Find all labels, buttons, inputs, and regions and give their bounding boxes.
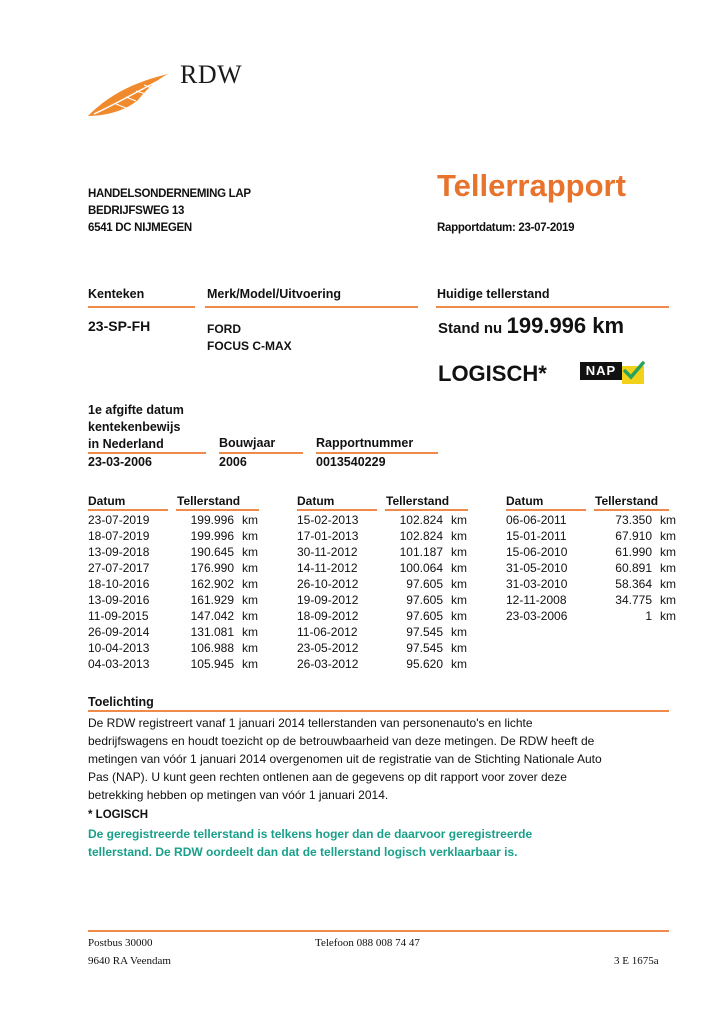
- company-street: BEDRIJFSWEG 13: [88, 205, 185, 217]
- company-city: 6541 DC NIJMEGEN: [88, 222, 192, 234]
- measurement-date: 04-03-2013: [88, 657, 150, 671]
- measurement-row: [88, 560, 258, 576]
- measurement-date: 18-09-2012: [297, 609, 359, 623]
- afgifte-value: 23-03-2006: [88, 455, 152, 469]
- measurement-unit: km: [451, 625, 467, 639]
- measurement-value: 106.988: [190, 641, 234, 655]
- measurement-unit: km: [242, 593, 258, 607]
- rule-col2-date: [297, 509, 377, 511]
- measurement-value: 97.605: [406, 593, 443, 607]
- toelichting-text: [88, 714, 602, 804]
- measurement-value: 162.902: [190, 577, 234, 591]
- measurement-row: [88, 624, 258, 640]
- measurement-row: [297, 512, 467, 528]
- measurements-col-1: [88, 512, 258, 672]
- kenteken-value: 23-SP-FH: [88, 318, 151, 334]
- measurement-value: 95.620: [406, 657, 443, 671]
- nap-check-icon: [580, 362, 646, 386]
- measurement-date: 15-02-2013: [297, 513, 359, 527]
- measurement-row: [88, 528, 258, 544]
- measurement-unit: km: [660, 513, 676, 527]
- logisch-line: tellerstand. De RDW oordeelt dan dat de tellerstand logisch verklaarbaar is.: [88, 845, 518, 859]
- measurement-value: 97.605: [406, 577, 443, 591]
- measurement-date: 19-09-2012: [297, 593, 359, 607]
- rule-col2-stand: [385, 509, 468, 511]
- measurement-value: 61.990: [615, 545, 652, 559]
- merk-label: Merk/Model/Uitvoering: [207, 287, 342, 301]
- measurements-col-2: [297, 512, 467, 672]
- measurement-value: 58.364: [615, 577, 652, 591]
- measurement-value: 60.891: [615, 561, 652, 575]
- company-address: [88, 186, 251, 237]
- measurement-value: 105.945: [190, 657, 234, 671]
- measurement-unit: km: [242, 625, 258, 639]
- measurement-row: [506, 544, 676, 560]
- footer-telefoon: Telefoon 088 008 74 47: [315, 937, 420, 949]
- measurement-row: [88, 640, 258, 656]
- afgifte-label-line: kentekenbewijs: [88, 420, 181, 434]
- rapportnummer-value: 0013540229: [316, 455, 386, 469]
- bouwjaar-label: Bouwjaar: [219, 436, 276, 450]
- logisch-verdict: LOGISCH*: [438, 361, 547, 386]
- report-title: Tellerrapport: [437, 168, 626, 203]
- rule-afgifte: [88, 452, 206, 454]
- measurement-date: 23-05-2012: [297, 641, 359, 655]
- measurement-row: [506, 608, 676, 624]
- measurement-value: 34.775: [615, 593, 652, 607]
- toelichting-line: Pas (NAP). U kunt geen rechten ontlenen aan de gegevens op dit rapport voor zover deze: [88, 770, 567, 784]
- stand-prefix: Stand nu: [438, 320, 503, 337]
- measurement-value: 102.824: [399, 513, 443, 527]
- measurement-unit: km: [451, 609, 467, 623]
- footer-postbus: Postbus 30000: [88, 937, 153, 949]
- measurement-value: 97.605: [406, 609, 443, 623]
- measurement-value: 161.929: [190, 593, 234, 607]
- kenteken-label: Kenteken: [88, 287, 145, 301]
- rule-col1-date: [88, 509, 168, 511]
- measurement-unit: km: [242, 641, 258, 655]
- measurement-row: [297, 640, 467, 656]
- toelichting-heading: Toelichting: [88, 695, 154, 709]
- measurement-unit: km: [660, 529, 676, 543]
- measurement-date: 14-11-2012: [297, 561, 358, 575]
- measurement-date: 31-05-2010: [506, 561, 568, 575]
- measurement-value: 101.187: [399, 545, 443, 559]
- measurement-value: 199.996: [190, 513, 234, 527]
- logisch-heading: * LOGISCH: [88, 809, 149, 821]
- current-odometer: [438, 313, 624, 339]
- measurement-date: 26-10-2012: [297, 577, 359, 591]
- measurement-row: [297, 624, 467, 640]
- footer-code: 3 E 1675a: [614, 955, 659, 967]
- col3-stand-header: Tellerstand: [595, 494, 659, 508]
- col2-date-header: Datum: [297, 494, 335, 508]
- measurement-unit: km: [451, 529, 467, 543]
- measurement-row: [297, 528, 467, 544]
- measurement-unit: km: [242, 529, 258, 543]
- col1-stand-header: Tellerstand: [177, 494, 241, 508]
- nap-label: NAP: [580, 362, 622, 380]
- afgifte-label-line: in Nederland: [88, 437, 164, 451]
- measurement-date: 15-01-2011: [506, 529, 567, 543]
- measurement-date: 06-06-2011: [506, 513, 567, 527]
- col2-stand-header: Tellerstand: [386, 494, 450, 508]
- measurement-row: [506, 576, 676, 592]
- measurement-row: [88, 592, 258, 608]
- measurement-date: 12-11-2008: [506, 593, 567, 607]
- measurement-unit: km: [451, 577, 467, 591]
- toelichting-line: bedrijfswagens en houdt toezicht op de betrouwbaarheid van deze metingen. De RDW heeft de: [88, 734, 595, 748]
- measurement-row: [506, 592, 676, 608]
- rule-merk: [205, 306, 418, 308]
- col3-date-header: Datum: [506, 494, 544, 508]
- rule-stand: [436, 306, 669, 308]
- measurement-unit: km: [242, 657, 258, 671]
- toelichting-line: betrekking hebben op metingen van vóór 1 januari 2014.: [88, 788, 389, 802]
- measurement-unit: km: [660, 545, 676, 559]
- measurement-unit: km: [451, 641, 467, 655]
- rdw-feather-logo: [86, 70, 176, 120]
- measurement-date: 13-09-2018: [88, 545, 150, 559]
- measurement-value: 199.996: [190, 529, 234, 543]
- rapportnummer-label: Rapportnummer: [316, 436, 414, 450]
- measurement-unit: km: [451, 657, 467, 671]
- measurement-value: 97.545: [406, 641, 443, 655]
- rdw-logo-text: RDW: [180, 60, 243, 89]
- measurement-unit: km: [451, 593, 467, 607]
- measurement-value: 67.910: [615, 529, 652, 543]
- rule-rapportnummer: [316, 452, 438, 454]
- measurement-date: 10-04-2013: [88, 641, 150, 655]
- measurement-date: 26-03-2012: [297, 657, 359, 671]
- measurement-date: 27-07-2017: [88, 561, 150, 575]
- measurement-value: 147.042: [190, 609, 234, 623]
- rule-bouwjaar: [219, 452, 303, 454]
- measurement-value: 73.350: [615, 513, 652, 527]
- rule-col3-date: [506, 509, 586, 511]
- rule-toelichting: [88, 710, 669, 712]
- measurement-row: [88, 608, 258, 624]
- brand: FORD: [207, 322, 241, 336]
- measurement-unit: km: [660, 593, 676, 607]
- measurement-row: [297, 544, 467, 560]
- measurement-unit: km: [242, 609, 258, 623]
- measurement-date: 18-10-2016: [88, 577, 150, 591]
- bouwjaar-value: 2006: [219, 455, 247, 469]
- rule-col3-stand: [594, 509, 669, 511]
- measurement-row: [297, 608, 467, 624]
- measurement-date: 11-06-2012: [297, 625, 358, 639]
- measurement-row: [88, 512, 258, 528]
- logisch-explanation: [88, 825, 532, 861]
- measurement-date: 13-09-2016: [88, 593, 150, 607]
- measurements-col-3: [506, 512, 676, 624]
- afgifte-label: [88, 402, 184, 453]
- measurement-date: 18-07-2019: [88, 529, 150, 543]
- report-date: Rapportdatum: 23-07-2019: [437, 222, 575, 234]
- afgifte-label-line: 1e afgifte datum: [88, 403, 184, 417]
- company-name: HANDELSONDERNEMING LAP: [88, 188, 251, 200]
- measurement-row: [506, 528, 676, 544]
- model: FOCUS C-MAX: [207, 339, 292, 353]
- measurement-date: 15-06-2010: [506, 545, 568, 559]
- footer-plaats: 9640 RA Veendam: [88, 955, 171, 967]
- rule-col1-stand: [176, 509, 259, 511]
- measurement-row: [88, 576, 258, 592]
- measurement-value: 131.081: [190, 625, 234, 639]
- measurement-value: 190.645: [190, 545, 234, 559]
- measurement-value: 97.545: [406, 625, 443, 639]
- measurement-row: [506, 512, 676, 528]
- measurement-row: [297, 560, 467, 576]
- measurement-unit: km: [660, 577, 676, 591]
- measurement-row: [506, 560, 676, 576]
- col1-date-header: Datum: [88, 494, 126, 508]
- measurement-unit: km: [242, 545, 258, 559]
- logisch-line: De geregistreerde tellerstand is telkens hoger dan de daarvoor geregistreerde: [88, 827, 533, 841]
- measurement-date: 26-09-2014: [88, 625, 150, 639]
- measurement-date: 23-03-2006: [506, 609, 568, 623]
- stand-value: 199.996 km: [506, 313, 625, 338]
- measurement-row: [297, 576, 467, 592]
- toelichting-line: metingen van vóór 1 januari 2014 overgenomen uit de registratie van de Stichting Nationale Auto: [88, 752, 602, 766]
- measurement-row: [88, 656, 258, 672]
- measurement-date: 11-09-2015: [88, 609, 149, 623]
- measurement-value: 176.990: [190, 561, 234, 575]
- measurement-date: 17-01-2013: [297, 529, 359, 543]
- footer-rule: [88, 930, 669, 932]
- measurement-unit: km: [660, 561, 676, 575]
- rule-kenteken: [88, 306, 195, 308]
- merk-value: [207, 321, 292, 355]
- measurement-value: 1: [645, 609, 652, 623]
- measurement-unit: km: [451, 561, 467, 575]
- measurement-value: 100.064: [399, 561, 443, 575]
- measurement-date: 31-03-2010: [506, 577, 568, 591]
- measurement-row: [297, 592, 467, 608]
- measurement-unit: km: [242, 513, 258, 527]
- measurement-date: 23-07-2019: [88, 513, 150, 527]
- measurement-unit: km: [242, 577, 258, 591]
- toelichting-line: De RDW registreert vanaf 1 januari 2014 tellerstanden van personenauto's en lichte: [88, 716, 533, 730]
- measurement-row: [297, 656, 467, 672]
- measurement-row: [88, 544, 258, 560]
- measurement-date: 30-11-2012: [297, 545, 358, 559]
- measurement-value: 102.824: [399, 529, 443, 543]
- stand-label: Huidige tellerstand: [437, 287, 550, 301]
- measurement-unit: km: [242, 561, 258, 575]
- measurement-unit: km: [660, 609, 676, 623]
- measurement-unit: km: [451, 513, 467, 527]
- measurement-unit: km: [451, 545, 467, 559]
